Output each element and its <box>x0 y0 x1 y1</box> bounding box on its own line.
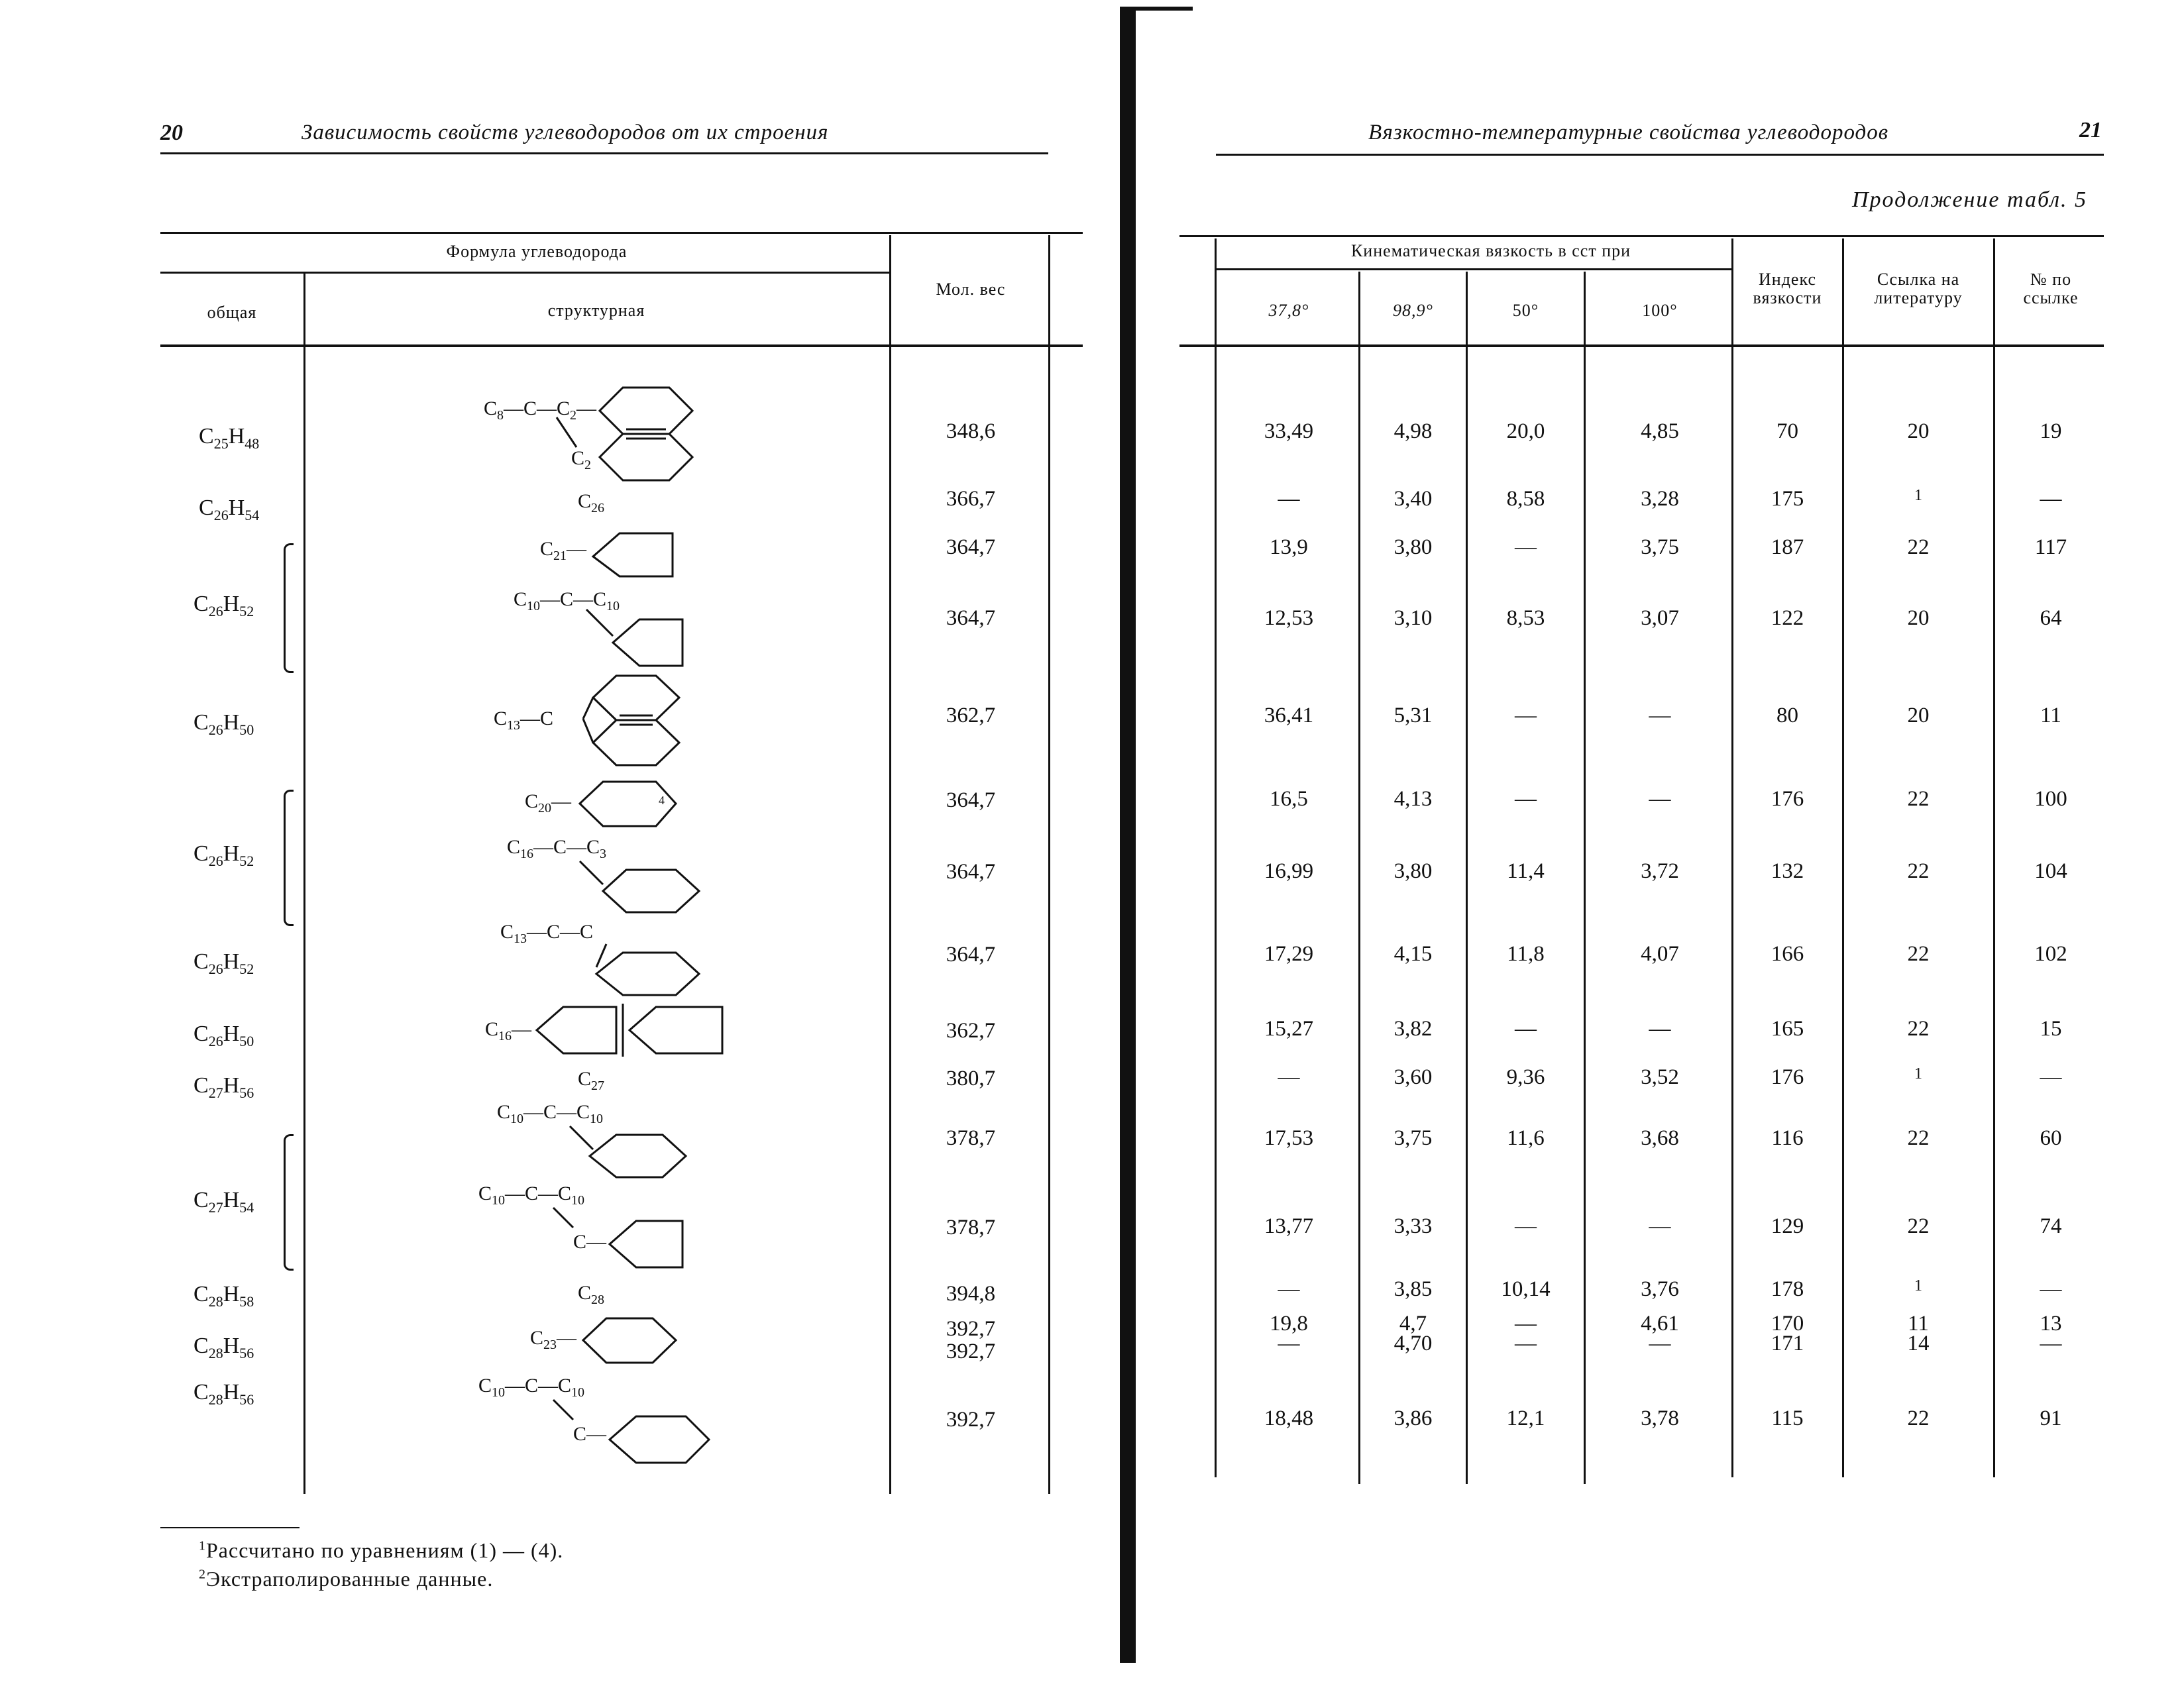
general-formula-3: $C_{26}H_{52}$ <box>193 592 254 619</box>
cell-100: — <box>1649 1214 1671 1238</box>
cell-viscosity-index: 178 <box>1771 1277 1804 1301</box>
continuation-label: Продолжение табл. 5 <box>1852 187 2088 212</box>
header-general: общая <box>207 303 257 322</box>
cell-98-9: 3,82 <box>1393 1017 1433 1041</box>
cell-50: 8,58 <box>1506 487 1545 511</box>
mol-weight-11: 378,7 <box>946 1126 996 1150</box>
general-formula-1: $C_{25}H_{48}$ <box>199 424 260 452</box>
struct-7-ring <box>576 858 709 924</box>
mol-weight-12: 378,7 <box>946 1216 996 1239</box>
cell-viscosity-index: 129 <box>1771 1214 1804 1238</box>
cell-50: — <box>1515 787 1537 811</box>
struct-8-label: $C_{13}—C—C$ <box>500 921 594 946</box>
cell-ref-number: 102 <box>2034 942 2067 966</box>
struct-15-label-a: $C_{10}—C—C_{10}$ <box>478 1375 585 1400</box>
cell-50: 11,6 <box>1507 1126 1545 1150</box>
cell-viscosity-index: 122 <box>1771 606 1804 630</box>
cell-50: 11,8 <box>1507 942 1545 966</box>
binder-gutter <box>1120 7 1136 1663</box>
struct-3-label: $C_{21}—$ <box>540 538 587 563</box>
header-formula-group: Формула углеводорода <box>446 242 628 261</box>
brace-group-3 <box>284 1134 294 1271</box>
header-t1: 37,8° <box>1268 301 1309 320</box>
cell-reference: 22 <box>1907 1406 1930 1430</box>
cell-50: — <box>1515 704 1537 727</box>
cell-viscosity-index: 132 <box>1771 859 1804 883</box>
cell-50: — <box>1515 535 1537 559</box>
mol-weight-5: 362,7 <box>946 704 996 727</box>
general-formula-11: $C_{28}H_{56}$ <box>193 1334 254 1361</box>
cell-reference: 11 <box>1908 1312 1929 1336</box>
mol-weight-16: 392,7 <box>946 1408 996 1432</box>
header-kin-visc: Кинематическая вязкость в сст при <box>1350 241 1631 260</box>
cell-37-8: 16,5 <box>1270 787 1308 811</box>
struct-6-mark: 4 <box>659 794 665 807</box>
general-formula-8: $C_{27}H_{56}$ <box>193 1073 254 1101</box>
cell-viscosity-index: 70 <box>1776 419 1798 443</box>
cell-50: — <box>1515 1312 1537 1336</box>
struct-15-ring <box>540 1396 712 1476</box>
cell-98-9: 3,86 <box>1393 1406 1433 1430</box>
header-t4: 100° <box>1642 301 1678 320</box>
cell-100: 3,28 <box>1641 487 1679 511</box>
cell-ref-number: — <box>2040 1332 2062 1355</box>
cell-reference: 1 <box>1914 487 1922 504</box>
struct-11-ring <box>563 1123 696 1189</box>
cell-reference: 1 <box>1914 1065 1922 1082</box>
struct-1-label-b: $C_2$ <box>571 447 592 472</box>
struct-13-label: $C_{28}$ <box>578 1282 605 1307</box>
cell-ref-number: 19 <box>2040 419 2062 443</box>
cell-37-8: 13,77 <box>1264 1214 1314 1238</box>
cell-reference: 22 <box>1907 1214 1930 1238</box>
cell-reference: 22 <box>1907 1126 1930 1150</box>
cell-ref-number: 74 <box>2040 1214 2062 1238</box>
cell-viscosity-index: 187 <box>1771 535 1804 559</box>
mol-weight-2: 366,7 <box>946 487 996 511</box>
cell-ref-number: 117 <box>2034 535 2067 559</box>
cell-viscosity-index: 171 <box>1771 1332 1804 1355</box>
header-viscosity-index: Индекс вязкости <box>1753 270 1822 307</box>
cell-37-8: 36,41 <box>1264 704 1314 727</box>
cell-37-8: 15,27 <box>1264 1017 1314 1041</box>
cell-98-9: 3,80 <box>1393 535 1433 559</box>
cell-37-8: 17,29 <box>1264 942 1314 966</box>
cell-37-8: 19,8 <box>1270 1312 1308 1336</box>
cell-100: 3,72 <box>1641 859 1679 883</box>
general-formula-6: $C_{26}H_{52}$ <box>193 949 254 977</box>
struct-7-label: $C_{16}—C—C_3$ <box>507 836 607 861</box>
struct-6-label: $C_{20}—$ <box>525 790 572 816</box>
cell-50: 9,36 <box>1506 1065 1545 1089</box>
cell-98-9: 3,75 <box>1393 1126 1433 1150</box>
cell-98-9: 4,13 <box>1393 787 1433 811</box>
cell-37-8: 12,53 <box>1264 606 1314 630</box>
cell-100: — <box>1649 704 1671 727</box>
cell-reference: 20 <box>1907 419 1930 443</box>
cell-reference: 20 <box>1907 606 1930 630</box>
cell-viscosity-index: 116 <box>1771 1126 1804 1150</box>
header-ref-number: № по ссылке <box>2023 270 2079 307</box>
struct-4-ring <box>583 606 689 679</box>
cell-50: — <box>1515 1017 1537 1041</box>
struct-6-ring <box>576 778 689 831</box>
cell-viscosity-index: 176 <box>1771 1065 1804 1089</box>
cell-ref-number: 11 <box>2040 704 2061 727</box>
cell-98-9: 3,33 <box>1393 1214 1433 1238</box>
cell-ref-number: — <box>2040 1277 2062 1301</box>
general-formula-2: $C_{26}H_{54}$ <box>199 496 260 523</box>
cell-viscosity-index: 165 <box>1771 1017 1804 1041</box>
left-table-top-rule <box>160 232 1083 234</box>
mol-weight-6: 364,7 <box>946 788 996 812</box>
cell-98-9: 3,80 <box>1393 859 1433 883</box>
left-col-divider-1 <box>303 272 305 1494</box>
struct-5-rings <box>570 672 702 772</box>
struct-9-label: $C_{16}—$ <box>485 1018 532 1043</box>
cell-ref-number: — <box>2040 1065 2062 1089</box>
cell-100: 3,68 <box>1641 1126 1679 1150</box>
mol-weight-7: 364,7 <box>946 860 996 884</box>
footnote-1: $^1$Рассчитано по уравнениям (1) — (4). <box>199 1538 564 1562</box>
right-col-divider-6 <box>1993 238 1995 1477</box>
cell-reference: 22 <box>1907 787 1930 811</box>
struct-12-label-a: $C_{10}—C—C_{10}$ <box>478 1183 585 1208</box>
cell-100: 3,07 <box>1641 606 1679 630</box>
cell-98-9: 3,40 <box>1393 487 1433 511</box>
struct-8-ring <box>583 941 702 1007</box>
cell-37-8: 17,53 <box>1264 1126 1314 1150</box>
cell-viscosity-index: 80 <box>1776 704 1798 727</box>
struct-10-label: $C_{27}$ <box>578 1068 605 1093</box>
right-col-divider-3 <box>1584 272 1586 1484</box>
cell-100: — <box>1649 1017 1671 1041</box>
cell-37-8: — <box>1278 1332 1300 1355</box>
footnote-2: $^2$Экстраполированные данные. <box>199 1567 494 1591</box>
cell-50: 12,1 <box>1506 1406 1545 1430</box>
cell-ref-number: 91 <box>2040 1406 2062 1430</box>
cell-50: 8,53 <box>1506 606 1545 630</box>
cell-ref-number: 64 <box>2040 606 2062 630</box>
cell-100: 3,78 <box>1641 1406 1679 1430</box>
cell-ref-number: 60 <box>2040 1126 2062 1150</box>
cell-50: 10,14 <box>1501 1277 1551 1301</box>
struct-1-rings <box>530 384 729 484</box>
right-col-divider-0 <box>1215 238 1217 1477</box>
mol-weight-1: 348,6 <box>946 419 996 443</box>
mol-weight-3: 364,7 <box>946 535 996 559</box>
cell-100: 3,52 <box>1641 1065 1679 1089</box>
footnote-rule <box>160 1527 300 1528</box>
brace-group-2 <box>284 790 294 926</box>
left-header-rule <box>160 152 1048 154</box>
header-reference: Ссылка на литературу <box>1874 270 1963 307</box>
left-header-bottom-rule <box>160 344 1083 347</box>
left-formula-group-rule <box>160 272 889 274</box>
header-t2: 98,9° <box>1393 301 1433 320</box>
cell-ref-number: 15 <box>2040 1017 2062 1041</box>
right-col-divider-2 <box>1466 272 1468 1484</box>
cell-reference: 22 <box>1907 859 1930 883</box>
struct-11-label: $C_{10}—C—C_{10}$ <box>497 1101 604 1126</box>
cell-98-9: 4,98 <box>1393 419 1433 443</box>
cell-37-8: — <box>1278 487 1300 511</box>
brace-group-1 <box>284 543 294 673</box>
mol-weight-14: 392,7 <box>946 1317 996 1341</box>
struct-2-label: $C_{26}$ <box>578 490 605 515</box>
left-col-divider-3 <box>1048 235 1050 1494</box>
cell-viscosity-index: 115 <box>1771 1406 1804 1430</box>
right-col-divider-4 <box>1731 238 1733 1477</box>
struct-14-label: $C_{23}—$ <box>530 1327 577 1352</box>
cell-viscosity-index: 176 <box>1771 787 1804 811</box>
cell-viscosity-index: 170 <box>1771 1312 1804 1336</box>
struct-3-ring <box>590 530 682 583</box>
left-running-title: Зависимость свойств углеводородов от их строения <box>301 121 829 144</box>
general-formula-4: $C_{26}H_{50}$ <box>193 710 254 738</box>
general-formula-9: $C_{27}H_{54}$ <box>193 1188 254 1216</box>
cell-100: 3,75 <box>1641 535 1679 559</box>
cell-100: — <box>1649 1332 1671 1355</box>
cell-37-8: 13,9 <box>1270 535 1308 559</box>
right-table-top-rule <box>1179 235 2104 237</box>
struct-5-label: $C_{13}—C$ <box>494 708 554 733</box>
right-kinvisc-rule <box>1215 268 1731 270</box>
cell-reference: 22 <box>1907 1017 1930 1041</box>
mol-weight-8: 364,7 <box>946 943 996 967</box>
header-mol-weight: Мол. вес <box>936 280 1006 299</box>
right-col-divider-1 <box>1358 272 1360 1484</box>
right-header-bottom-rule <box>1179 344 2104 347</box>
cell-98-9: 5,31 <box>1393 704 1433 727</box>
cell-100: 3,76 <box>1641 1277 1679 1301</box>
cell-98-9: 3,85 <box>1393 1277 1433 1301</box>
cell-ref-number: 104 <box>2034 859 2067 883</box>
struct-14-ring <box>580 1315 686 1368</box>
right-col-divider-5 <box>1842 238 1844 1477</box>
right-running-title: Вязкостно-температурные свойства углеводородов <box>1368 121 1889 144</box>
mol-weight-9: 362,7 <box>946 1019 996 1043</box>
mol-weight-4: 364,7 <box>946 606 996 630</box>
cell-98-9: 4,70 <box>1393 1332 1433 1355</box>
struct-4-label: $C_{10}—C—C_{10}$ <box>514 588 620 613</box>
cell-ref-number: 100 <box>2034 787 2067 811</box>
struct-1-label-a: $C_8—C—C_2—$ <box>484 397 597 423</box>
cell-98-9: 4,7 <box>1399 1312 1427 1336</box>
cell-viscosity-index: 166 <box>1771 942 1804 966</box>
cell-98-9: 3,60 <box>1393 1065 1433 1089</box>
general-formula-10: $C_{28}H_{58}$ <box>193 1282 254 1310</box>
mol-weight-15: 392,7 <box>946 1340 996 1363</box>
struct-12-label-b: C— <box>573 1231 607 1253</box>
cell-50: — <box>1515 1332 1537 1355</box>
cell-reference: 22 <box>1907 942 1930 966</box>
struct-9-rings <box>533 1004 732 1063</box>
cell-98-9: 4,15 <box>1393 942 1433 966</box>
mol-weight-13: 394,8 <box>946 1282 996 1306</box>
right-header-rule <box>1216 154 2104 156</box>
header-t3: 50° <box>1512 301 1539 320</box>
cell-37-8: 16,99 <box>1264 859 1314 883</box>
cell-100: 4,61 <box>1641 1312 1679 1336</box>
mol-weight-10: 380,7 <box>946 1067 996 1090</box>
left-page-number: 20 <box>160 121 183 145</box>
cell-100: 4,07 <box>1641 942 1679 966</box>
cell-37-8: — <box>1278 1065 1300 1089</box>
cell-37-8: 33,49 <box>1264 419 1314 443</box>
cell-98-9: 3,10 <box>1393 606 1433 630</box>
cell-50: — <box>1515 1214 1537 1238</box>
cell-50: 20,0 <box>1506 419 1545 443</box>
cell-reference: 22 <box>1907 535 1930 559</box>
cell-50: 11,4 <box>1507 859 1545 883</box>
cell-reference: 20 <box>1907 704 1930 727</box>
cell-reference: 1 <box>1914 1277 1922 1294</box>
struct-12-ring <box>540 1204 692 1277</box>
header-structural: структурная <box>547 301 645 320</box>
right-page-number: 21 <box>2079 118 2102 142</box>
cell-viscosity-index: 175 <box>1771 487 1804 511</box>
cell-100: — <box>1649 787 1671 811</box>
cell-37-8: 18,48 <box>1264 1406 1314 1430</box>
cell-ref-number: 13 <box>2040 1312 2062 1336</box>
cell-37-8: — <box>1278 1277 1300 1301</box>
struct-15-label-b: C— <box>573 1423 607 1445</box>
general-formula-12: $C_{28}H_{56}$ <box>193 1380 254 1408</box>
general-formula-7: $C_{26}H_{50}$ <box>193 1022 254 1049</box>
cell-ref-number: — <box>2040 487 2062 511</box>
general-formula-5: $C_{26}H_{52}$ <box>193 841 254 869</box>
cell-reference: 14 <box>1907 1332 1930 1355</box>
cell-100: 4,85 <box>1641 419 1679 443</box>
left-col-divider-2 <box>889 235 891 1494</box>
